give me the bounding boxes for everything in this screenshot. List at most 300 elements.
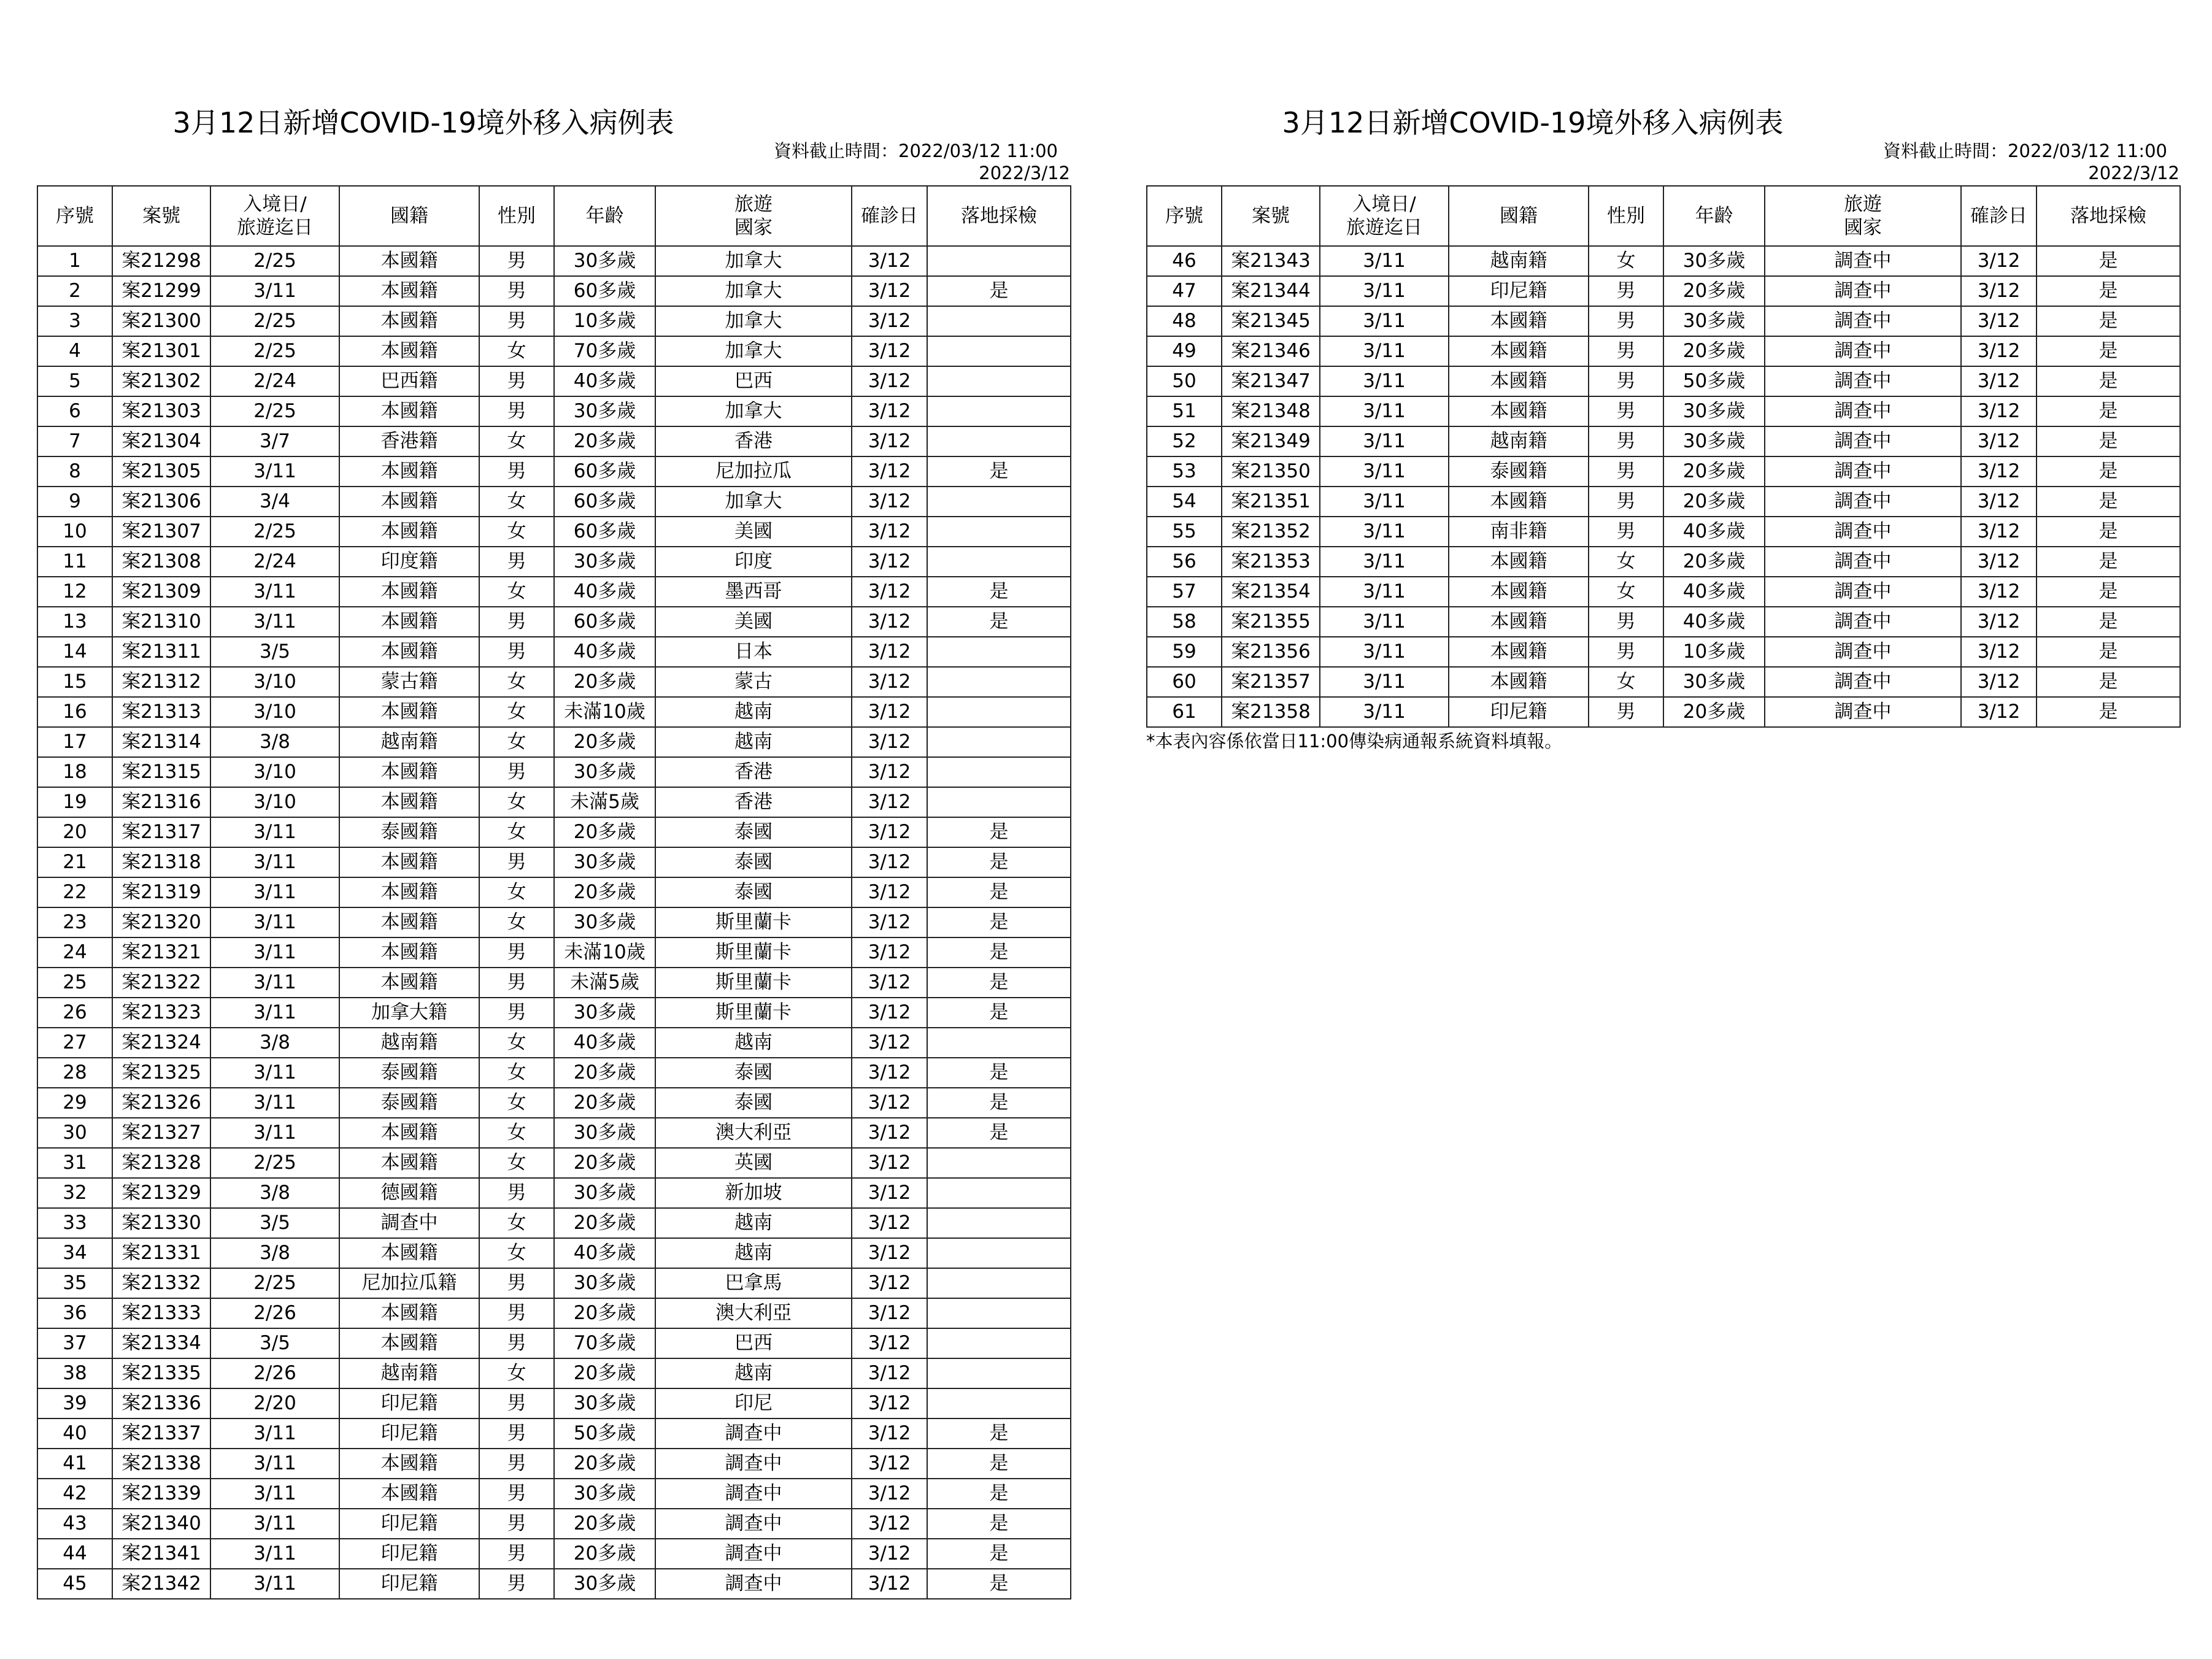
cell-entry-date: 3/11 [1320, 276, 1449, 306]
header-case: 案號 [1222, 186, 1320, 246]
cell-case-number: 案21315 [112, 757, 210, 787]
cell-age: 40多歲 [554, 577, 655, 607]
cell-nationality: 本國籍 [339, 1328, 479, 1358]
cell-entry-date: 3/11 [210, 1569, 339, 1599]
cell-travel-country: 美國 [655, 607, 852, 637]
cell-entry-date: 3/8 [210, 1178, 339, 1208]
cell-sex: 女 [479, 1088, 554, 1118]
cell-confirm-date: 3/12 [852, 1118, 927, 1148]
cell-nationality: 本國籍 [1449, 667, 1589, 697]
cell-seq: 39 [37, 1388, 112, 1418]
cell-travel-country: 調查中 [655, 1539, 852, 1569]
cell-seq: 24 [37, 937, 112, 968]
cell-case-number: 案21325 [112, 1058, 210, 1088]
cell-sex: 男 [1589, 276, 1663, 306]
cell-landing-test: 是 [927, 456, 1071, 487]
cell-age: 20多歲 [1663, 276, 1765, 306]
cell-seq: 57 [1147, 577, 1222, 607]
cell-seq: 34 [37, 1238, 112, 1268]
cell-nationality: 本國籍 [339, 487, 479, 517]
cell-nationality: 泰國籍 [339, 1058, 479, 1088]
cell-confirm-date: 3/12 [1961, 276, 2037, 306]
cell-confirm-date: 3/12 [852, 1298, 927, 1328]
cell-confirm-date: 3/12 [1961, 517, 2037, 547]
cell-case-number: 案21300 [112, 306, 210, 336]
cell-landing-test: 是 [927, 937, 1071, 968]
table-row [37, 547, 1071, 577]
cell-age: 30多歲 [1663, 426, 1765, 456]
cell-sex: 男 [479, 998, 554, 1028]
cell-nationality: 本國籍 [339, 306, 479, 336]
table-row [37, 276, 1071, 306]
cell-case-number: 案21317 [112, 817, 210, 847]
cell-age: 70多歲 [554, 336, 655, 366]
table-row [1147, 577, 2180, 607]
cell-sex: 女 [479, 1238, 554, 1268]
cell-confirm-date: 3/12 [852, 1328, 927, 1358]
cell-landing-test: 是 [2037, 667, 2180, 697]
cell-sex: 女 [479, 426, 554, 456]
cell-entry-date: 3/10 [210, 667, 339, 697]
cell-confirm-date: 3/12 [852, 637, 927, 667]
cell-entry-date: 3/11 [210, 607, 339, 637]
cell-confirm-date: 3/12 [852, 1479, 927, 1509]
cell-landing-test [927, 667, 1071, 697]
cell-travel-country: 調查中 [655, 1569, 852, 1599]
cell-nationality: 印尼籍 [339, 1388, 479, 1418]
cell-entry-date: 3/5 [210, 1328, 339, 1358]
table-row [37, 456, 1071, 487]
cell-travel-country: 調查中 [1765, 306, 1961, 336]
header-age: 年齡 [1663, 186, 1765, 246]
cell-entry-date: 2/25 [210, 1148, 339, 1178]
footnote: *本表內容係依當日11:00傳染病通報系統資料填報。 [1146, 731, 1563, 752]
cell-travel-country: 泰國 [655, 877, 852, 907]
cell-case-number: 案21333 [112, 1298, 210, 1328]
table-row [1147, 697, 2180, 727]
header-case: 案號 [112, 186, 210, 246]
cell-age: 30多歲 [554, 547, 655, 577]
cell-age: 未滿5歲 [554, 787, 655, 817]
cell-entry-date: 3/11 [210, 817, 339, 847]
table-row [1147, 366, 2180, 396]
cell-case-number: 案21305 [112, 456, 210, 487]
cell-sex: 男 [479, 396, 554, 426]
cell-entry-date: 3/11 [210, 276, 339, 306]
cell-sex: 女 [479, 1358, 554, 1388]
cell-age: 30多歲 [554, 1388, 655, 1418]
header-seq: 序號 [37, 186, 112, 246]
cell-nationality: 越南籍 [339, 1358, 479, 1388]
cell-landing-test [927, 1028, 1071, 1058]
cell-case-number: 案21324 [112, 1028, 210, 1058]
table-row [37, 637, 1071, 667]
cell-sex: 男 [1589, 426, 1663, 456]
cell-case-number: 案21304 [112, 426, 210, 456]
table-row [37, 1178, 1071, 1208]
cell-nationality: 尼加拉瓜籍 [339, 1268, 479, 1298]
cell-nationality: 本國籍 [339, 907, 479, 937]
table-row [37, 1479, 1071, 1509]
cell-age: 20多歲 [554, 817, 655, 847]
cell-sex: 男 [479, 607, 554, 637]
cell-sex: 男 [479, 937, 554, 968]
cell-confirm-date: 3/12 [852, 1509, 927, 1539]
cell-landing-test: 是 [927, 998, 1071, 1028]
cell-landing-test [927, 697, 1071, 727]
cell-case-number: 案21357 [1222, 667, 1320, 697]
cell-travel-country: 加拿大 [655, 487, 852, 517]
cell-landing-test: 是 [927, 817, 1071, 847]
cell-sex: 男 [479, 366, 554, 396]
cell-travel-country: 調查中 [1765, 426, 1961, 456]
cell-age: 20多歲 [554, 1208, 655, 1238]
table-row [37, 1358, 1071, 1388]
cell-nationality: 印尼籍 [1449, 697, 1589, 727]
cell-landing-test: 是 [2037, 366, 2180, 396]
cell-sex: 男 [1589, 637, 1663, 667]
cell-age: 60多歲 [554, 487, 655, 517]
cell-entry-date: 3/11 [210, 998, 339, 1028]
table-row [1147, 276, 2180, 306]
cell-age: 30多歲 [554, 1268, 655, 1298]
cell-entry-date: 2/25 [210, 246, 339, 276]
cell-seq: 51 [1147, 396, 1222, 426]
cell-sex: 女 [479, 1058, 554, 1088]
cell-entry-date: 3/11 [1320, 456, 1449, 487]
cell-sex: 男 [479, 1479, 554, 1509]
cell-landing-test: 是 [2037, 697, 2180, 727]
cell-nationality: 本國籍 [1449, 637, 1589, 667]
cell-sex: 女 [1589, 577, 1663, 607]
cell-landing-test [927, 1148, 1071, 1178]
cell-landing-test [927, 1328, 1071, 1358]
cell-sex: 女 [479, 487, 554, 517]
cell-travel-country: 澳大利亞 [655, 1118, 852, 1148]
cell-case-number: 案21310 [112, 607, 210, 637]
cell-age: 40多歲 [1663, 517, 1765, 547]
cell-age: 50多歲 [554, 1418, 655, 1449]
cell-seq: 52 [1147, 426, 1222, 456]
cell-entry-date: 3/11 [210, 907, 339, 937]
cell-case-number: 案21337 [112, 1418, 210, 1449]
cell-seq: 61 [1147, 697, 1222, 727]
table-row [37, 667, 1071, 697]
cell-confirm-date: 3/12 [1961, 547, 2037, 577]
cell-sex: 男 [479, 968, 554, 998]
cell-sex: 男 [479, 1449, 554, 1479]
header-landing-test: 落地採檢 [2037, 186, 2180, 246]
cell-seq: 45 [37, 1569, 112, 1599]
cell-case-number: 案21348 [1222, 396, 1320, 426]
cell-sex: 女 [479, 727, 554, 757]
table-row [37, 1298, 1071, 1328]
table-row [1147, 667, 2180, 697]
cell-nationality: 本國籍 [339, 968, 479, 998]
cell-age: 60多歲 [554, 607, 655, 637]
cell-landing-test [927, 246, 1071, 276]
cell-sex: 女 [479, 907, 554, 937]
cell-case-number: 案21322 [112, 968, 210, 998]
cell-entry-date: 3/11 [210, 1449, 339, 1479]
table-row [37, 517, 1071, 547]
cell-seq: 27 [37, 1028, 112, 1058]
cell-travel-country: 尼加拉瓜 [655, 456, 852, 487]
cell-travel-country: 蒙古 [655, 667, 852, 697]
cell-landing-test: 是 [2037, 517, 2180, 547]
cell-case-number: 案21320 [112, 907, 210, 937]
cell-seq: 22 [37, 877, 112, 907]
cell-case-number: 案21307 [112, 517, 210, 547]
cell-age: 20多歲 [554, 877, 655, 907]
cell-confirm-date: 3/12 [852, 727, 927, 757]
cell-travel-country: 澳大利亞 [655, 1298, 852, 1328]
cell-seq: 10 [37, 517, 112, 547]
cell-sex: 男 [1589, 366, 1663, 396]
cell-travel-country: 調查中 [655, 1418, 852, 1449]
table-row [37, 1388, 1071, 1418]
header-confirm-date: 確診日 [852, 186, 927, 246]
table-body-left [37, 246, 1071, 1599]
table-row [37, 817, 1071, 847]
table-row [1147, 306, 2180, 336]
cell-nationality: 本國籍 [1449, 547, 1589, 577]
cell-sex: 男 [1589, 306, 1663, 336]
cell-travel-country: 泰國 [655, 847, 852, 877]
cell-landing-test: 是 [2037, 396, 2180, 426]
table-row [37, 968, 1071, 998]
cell-landing-test: 是 [927, 1118, 1071, 1148]
cell-case-number: 案21302 [112, 366, 210, 396]
cell-nationality: 印尼籍 [339, 1418, 479, 1449]
cell-entry-date: 3/11 [210, 847, 339, 877]
cell-sex: 女 [479, 697, 554, 727]
table-row [37, 487, 1071, 517]
cell-travel-country: 越南 [655, 697, 852, 727]
cell-entry-date: 3/11 [1320, 487, 1449, 517]
cell-sex: 男 [479, 1539, 554, 1569]
table-row [37, 1539, 1071, 1569]
cell-nationality: 泰國籍 [1449, 456, 1589, 487]
header-confirm-date: 確診日 [1961, 186, 2037, 246]
cell-seq: 9 [37, 487, 112, 517]
cell-seq: 26 [37, 998, 112, 1028]
table-row [37, 306, 1071, 336]
cell-nationality: 本國籍 [339, 577, 479, 607]
cell-age: 40多歲 [554, 1238, 655, 1268]
cell-landing-test: 是 [2037, 607, 2180, 637]
cell-nationality: 本國籍 [339, 1148, 479, 1178]
cell-entry-date: 2/25 [210, 306, 339, 336]
cell-entry-date: 3/11 [210, 1118, 339, 1148]
header-age: 年齡 [554, 186, 655, 246]
header-nationality: 國籍 [339, 186, 479, 246]
cell-entry-date: 2/26 [210, 1358, 339, 1388]
cell-nationality: 本國籍 [339, 1118, 479, 1148]
cell-nationality: 本國籍 [339, 637, 479, 667]
cell-entry-date: 3/7 [210, 426, 339, 456]
cell-nationality: 越南籍 [1449, 246, 1589, 276]
table-row [37, 1418, 1071, 1449]
table-row [1147, 487, 2180, 517]
report-date: 2022/3/12 [2088, 163, 2179, 183]
header-travel-country: 旅遊 國家 [655, 186, 852, 246]
cell-sex: 女 [479, 336, 554, 366]
cell-age: 20多歲 [554, 1148, 655, 1178]
cell-nationality: 本國籍 [1449, 336, 1589, 366]
cell-case-number: 案21313 [112, 697, 210, 727]
cell-sex: 女 [479, 1208, 554, 1238]
cell-travel-country: 調查中 [1765, 637, 1961, 667]
cell-sex: 男 [479, 306, 554, 336]
page-title: 3月12日新增COVID-19境外移入病例表 [1282, 106, 1784, 139]
cell-landing-test: 是 [2037, 456, 2180, 487]
cell-entry-date: 3/11 [1320, 697, 1449, 727]
cell-travel-country: 調查中 [1765, 336, 1961, 366]
cell-entry-date: 3/11 [1320, 336, 1449, 366]
cell-case-number: 案21303 [112, 396, 210, 426]
cell-landing-test [927, 396, 1071, 426]
header-travel-country: 旅遊 國家 [1765, 186, 1961, 246]
cell-age: 30多歲 [1663, 396, 1765, 426]
cell-case-number: 案21336 [112, 1388, 210, 1418]
case-table-right [1146, 185, 2181, 728]
cell-sex: 男 [479, 757, 554, 787]
cell-entry-date: 3/11 [210, 577, 339, 607]
cell-age: 40多歲 [1663, 577, 1765, 607]
cell-age: 30多歲 [554, 246, 655, 276]
cell-nationality: 本國籍 [1449, 396, 1589, 426]
cell-seq: 1 [37, 246, 112, 276]
cell-travel-country: 泰國 [655, 1088, 852, 1118]
cell-age: 20多歲 [1663, 456, 1765, 487]
cell-age: 40多歲 [554, 366, 655, 396]
cell-travel-country: 香港 [655, 426, 852, 456]
table-row [37, 1449, 1071, 1479]
cell-travel-country: 調查中 [1765, 366, 1961, 396]
cell-age: 30多歲 [554, 1178, 655, 1208]
cell-nationality: 本國籍 [339, 607, 479, 637]
cell-case-number: 案21329 [112, 1178, 210, 1208]
table-header-row [37, 186, 1071, 246]
cell-travel-country: 香港 [655, 787, 852, 817]
cell-age: 30多歲 [554, 396, 655, 426]
cell-landing-test: 是 [2037, 246, 2180, 276]
cell-entry-date: 2/24 [210, 366, 339, 396]
cell-confirm-date: 3/12 [1961, 306, 2037, 336]
cell-entry-date: 3/11 [1320, 246, 1449, 276]
cell-travel-country: 印度 [655, 547, 852, 577]
cell-entry-date: 2/26 [210, 1298, 339, 1328]
cell-seq: 23 [37, 907, 112, 937]
cell-confirm-date: 3/12 [852, 847, 927, 877]
cell-landing-test: 是 [927, 577, 1071, 607]
cell-travel-country: 加拿大 [655, 276, 852, 306]
cell-seq: 59 [1147, 637, 1222, 667]
cell-age: 20多歲 [554, 1358, 655, 1388]
cell-nationality: 本國籍 [339, 1449, 479, 1479]
cell-landing-test: 是 [2037, 276, 2180, 306]
cell-confirm-date: 3/12 [852, 276, 927, 306]
cell-age: 20多歲 [554, 727, 655, 757]
cell-travel-country: 英國 [655, 1148, 852, 1178]
cell-confirm-date: 3/12 [852, 1208, 927, 1238]
cell-confirm-date: 3/12 [1961, 667, 2037, 697]
table-row [1147, 396, 2180, 426]
cell-nationality: 調查中 [339, 1208, 479, 1238]
cell-seq: 35 [37, 1268, 112, 1298]
cell-confirm-date: 3/12 [852, 517, 927, 547]
cell-case-number: 案21311 [112, 637, 210, 667]
cell-seq: 43 [37, 1509, 112, 1539]
cell-travel-country: 斯里蘭卡 [655, 937, 852, 968]
cell-nationality: 本國籍 [1449, 577, 1589, 607]
cell-age: 70多歲 [554, 1328, 655, 1358]
cell-sex: 男 [1589, 336, 1663, 366]
cell-seq: 3 [37, 306, 112, 336]
cell-travel-country: 調查中 [1765, 547, 1961, 577]
cell-confirm-date: 3/12 [1961, 336, 2037, 366]
table-row [37, 1208, 1071, 1238]
cell-age: 30多歲 [554, 1479, 655, 1509]
table-row [37, 1238, 1071, 1268]
cell-age: 40多歲 [554, 1028, 655, 1058]
cell-landing-test: 是 [927, 1539, 1071, 1569]
cell-age: 未滿10歲 [554, 697, 655, 727]
cell-landing-test: 是 [927, 968, 1071, 998]
cell-seq: 11 [37, 547, 112, 577]
cell-seq: 38 [37, 1358, 112, 1388]
cell-nationality: 本國籍 [1449, 487, 1589, 517]
cell-entry-date: 3/11 [210, 1418, 339, 1449]
cell-landing-test [927, 1178, 1071, 1208]
cell-confirm-date: 3/12 [1961, 487, 2037, 517]
cell-entry-date: 3/11 [1320, 366, 1449, 396]
cell-travel-country: 調查中 [1765, 517, 1961, 547]
table-row [37, 577, 1071, 607]
cell-case-number: 案21350 [1222, 456, 1320, 487]
cell-sex: 男 [479, 276, 554, 306]
table-row [1147, 607, 2180, 637]
cell-nationality: 本國籍 [339, 456, 479, 487]
cell-nationality: 本國籍 [1449, 366, 1589, 396]
table-row [37, 1148, 1071, 1178]
table-row [1147, 336, 2180, 366]
table-row [37, 757, 1071, 787]
cell-seq: 44 [37, 1539, 112, 1569]
cell-case-number: 案21342 [112, 1569, 210, 1599]
cell-confirm-date: 3/12 [1961, 577, 2037, 607]
cell-case-number: 案21328 [112, 1148, 210, 1178]
cell-sex: 男 [1589, 456, 1663, 487]
cell-nationality: 越南籍 [339, 1028, 479, 1058]
cell-case-number: 案21341 [112, 1539, 210, 1569]
cell-age: 40多歲 [554, 637, 655, 667]
table-row [37, 607, 1071, 637]
cell-sex: 男 [479, 1388, 554, 1418]
cell-confirm-date: 3/12 [852, 1418, 927, 1449]
cell-confirm-date: 3/12 [852, 487, 927, 517]
table-row [37, 998, 1071, 1028]
cell-sex: 女 [479, 817, 554, 847]
cell-seq: 20 [37, 817, 112, 847]
header-entry-date: 入境日/ 旅遊迄日 [1320, 186, 1449, 246]
cell-entry-date: 2/25 [210, 1268, 339, 1298]
cell-nationality: 越南籍 [1449, 426, 1589, 456]
cell-landing-test: 是 [927, 276, 1071, 306]
cell-travel-country: 斯里蘭卡 [655, 998, 852, 1028]
cell-nationality: 本國籍 [339, 847, 479, 877]
